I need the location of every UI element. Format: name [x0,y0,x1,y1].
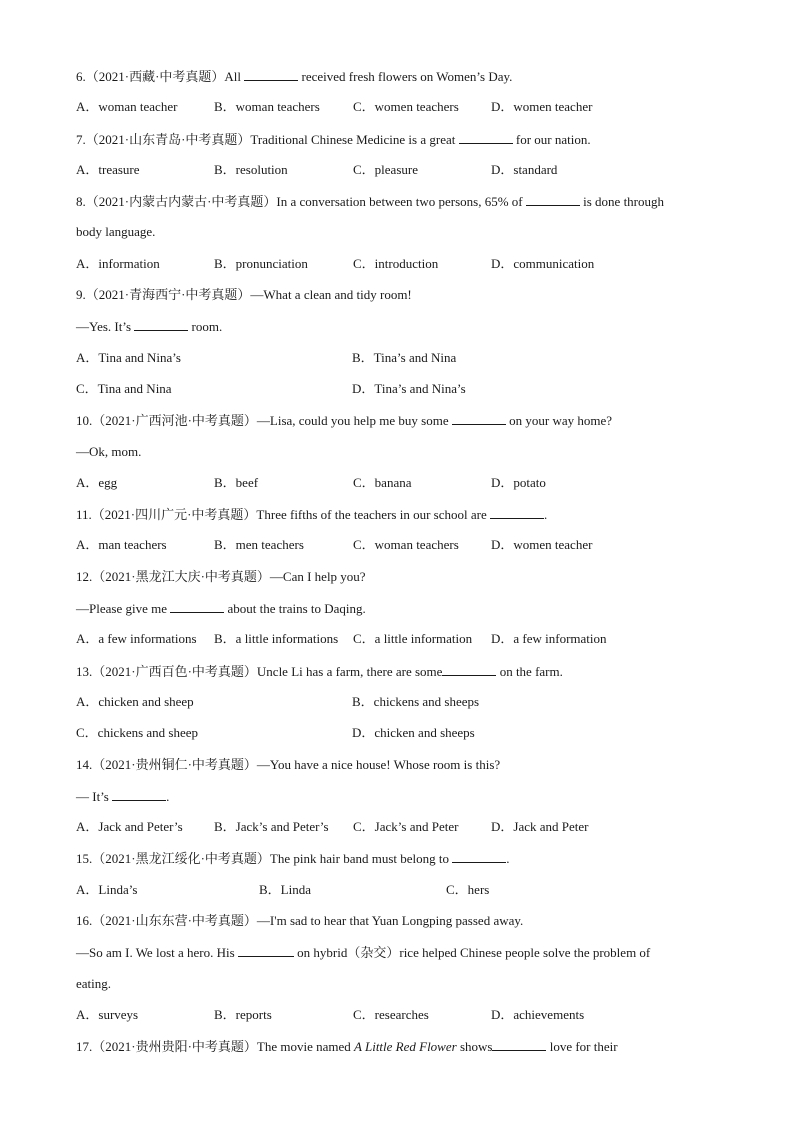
question-stem-line [76,66,726,97]
stem-text: 10.（2021·广西河池·中考真题）—Lisa, could you help me buy some [76,413,452,429]
options-row [76,1005,726,1036]
question-stem-line [76,911,726,942]
question-8 [76,191,726,285]
option-a[interactable]: A．Tina and Nina’s [76,349,181,365]
options-row [76,629,726,660]
stem-text: 9.（2021·青海西宁·中考真题）—What a clean and tidy room! [76,287,412,303]
option-c[interactable]: C．chickens and sheep [76,725,199,741]
question-16 [76,911,726,1036]
stem-text: is done through [579,194,665,210]
answer-blank[interactable] [238,942,294,957]
question-13 [76,661,726,755]
stem-text: — It’s [76,788,113,804]
stem-text: . [543,507,548,523]
option-b[interactable]: B．Tina’s and Nina [352,349,457,365]
question-stem-line [76,285,726,316]
question-stem-line [76,567,726,598]
option-c[interactable]: C．researches [353,1006,429,1022]
option-d[interactable]: D．potato [491,474,546,490]
stem-text: . [166,788,170,804]
options-row [76,160,726,191]
exam-page [76,66,726,1068]
stem-text: love for their [546,1039,618,1055]
stem-text: on the farm. [496,663,563,679]
question-stem-line [76,974,726,1005]
option-b[interactable]: B．men teachers [214,537,304,553]
option-c[interactable]: C．women teachers [353,99,459,115]
stem-text: body language. [76,224,156,240]
options-row [76,692,726,723]
options-row [76,473,726,504]
answer-blank[interactable] [134,316,188,331]
stem-text: —Ok, mom. [76,443,142,459]
option-a[interactable]: A．Linda’s [76,881,138,897]
stem-text: 6.（2021·西藏·中考真题）All [76,69,245,84]
option-c[interactable]: C．introduction [353,255,439,271]
question-15 [76,848,726,911]
option-a[interactable]: A．a few informations [76,631,197,647]
stem-text: 12.（2021·黑龙江大庆·中考真题）—Can I help you? [76,568,366,584]
option-d[interactable]: D．Jack and Peter [491,819,589,835]
options-row [76,97,726,128]
stem-text: . [506,851,510,867]
stem-text: 14.（2021·贵州铜仁·中考真题）—You have a nice house! Whose room is this? [76,756,501,772]
answer-blank[interactable] [170,598,224,613]
question-10 [76,410,726,504]
option-d[interactable]: D．women teacher [491,99,593,115]
stem-text: 17.（2021·贵州贵阳·中考真题）The movie named [76,1039,355,1055]
option-b[interactable]: B．Linda [259,881,311,897]
movie-title: A Little Red Flower [354,1039,457,1055]
option-c[interactable]: C．hers [446,881,490,897]
options-row [76,535,726,566]
stem-text: on your way home? [505,413,613,429]
option-d[interactable]: D．women teacher [491,537,593,553]
question-stem-line [76,786,726,817]
answer-blank[interactable] [112,786,166,801]
answer-blank[interactable] [442,661,496,676]
question-stem-line [76,942,726,973]
options-row [76,348,726,379]
question-9 [76,285,726,410]
question-6 [76,66,726,129]
option-d[interactable]: D．chicken and sheeps [352,725,475,741]
answer-blank[interactable] [526,191,580,206]
stem-text: 11.（2021·四川广元·中考真题）Three fifths of the teachers in our school are [76,507,490,523]
options-row [76,817,726,848]
question-11 [76,504,726,567]
option-b[interactable]: B．Jack’s and Peter’s [214,819,329,835]
question-stem-line [76,848,726,879]
stem-text: 8.（2021·内蒙古内蒙古·中考真题）In a conversation between two persons, 65% of [76,194,526,210]
option-b[interactable]: B．pronunciation [214,255,308,271]
question-14 [76,755,726,849]
options-row [76,723,726,754]
option-a[interactable]: A．Jack and Peter’s [76,819,183,835]
answer-blank[interactable] [459,129,513,144]
stem-text: —So am I. We lost a hero. His [76,945,238,961]
stem-text: on hybrid（杂交）rice helped Chinese people solve the problem of [293,945,651,961]
option-c[interactable]: C．banana [353,474,412,490]
option-a[interactable]: A．surveys [76,1006,139,1022]
answer-blank[interactable] [244,66,298,81]
question-stem-line [76,191,726,222]
option-a[interactable]: A．information [76,255,160,271]
stem-text: for our nation. [512,131,591,147]
question-stem-line [76,661,726,692]
question-stem-line [76,598,726,629]
options-row [76,379,726,410]
question-stem-line [76,442,726,473]
option-b[interactable]: B．chickens and sheeps [352,693,480,709]
option-b[interactable]: B．reports [214,1006,272,1022]
option-c[interactable]: C．Tina and Nina [76,380,172,396]
answer-blank[interactable] [452,410,506,425]
options-row [76,880,726,911]
option-d[interactable]: D．Tina’s and Nina’s [352,380,466,396]
stem-text: —Yes. It’s [76,319,135,335]
question-17 [76,1036,726,1067]
option-c[interactable]: C．Jack’s and Peter [353,819,459,835]
option-b[interactable]: B．a little informations [214,631,339,647]
answer-blank[interactable] [452,848,506,863]
stem-text: 16.（2021·山东东营·中考真题）—I'm sad to hear that Yuan Longping passed away. [76,913,524,929]
option-a[interactable]: A．man teachers [76,537,167,553]
option-d[interactable]: D．achievements [491,1006,585,1022]
option-a[interactable]: A．egg [76,474,118,490]
stem-text: 15.（2021·黑龙江绥化·中考真题）The pink hair band must belong to [76,851,453,867]
question-stem-line [76,222,726,253]
question-12 [76,567,726,661]
option-c[interactable]: C．woman teachers [353,537,459,553]
question-stem-line [76,1036,726,1067]
question-7 [76,129,726,192]
stem-text: 7.（2021·山东青岛·中考真题）Traditional Chinese Medicine is a great [76,131,459,147]
question-stem-line [76,504,726,535]
question-stem-line [76,316,726,347]
option-d[interactable]: D．standard [491,161,558,177]
option-a[interactable]: A．chicken and sheep [76,693,194,709]
option-a[interactable]: A．treasure [76,161,140,177]
option-d[interactable]: D．a few information [491,631,607,647]
stem-text: 13.（2021·广西百色·中考真题）Uncle Li has a farm, there are some [76,663,443,679]
option-b[interactable]: B．woman teachers [214,99,320,115]
answer-blank[interactable] [490,504,544,519]
question-stem-line [76,129,726,160]
option-b[interactable]: B．resolution [214,161,288,177]
option-a[interactable]: A．woman teacher [76,99,178,115]
option-b[interactable]: B．beef [214,474,259,490]
stem-text: —Please give me [76,601,171,617]
stem-text: eating. [76,975,112,991]
stem-text: room. [188,319,223,335]
question-stem-line [76,410,726,441]
options-row [76,254,726,285]
option-c[interactable]: C．a little information [353,631,473,647]
stem-text: about the trains to Daqing. [224,601,366,617]
question-stem-line [76,755,726,786]
option-d[interactable]: D．communication [491,255,595,271]
stem-text: shows [456,1039,493,1055]
stem-text: received fresh flowers on Women’s Day. [298,69,513,84]
answer-blank[interactable] [492,1036,546,1051]
option-c[interactable]: C．pleasure [353,161,418,177]
